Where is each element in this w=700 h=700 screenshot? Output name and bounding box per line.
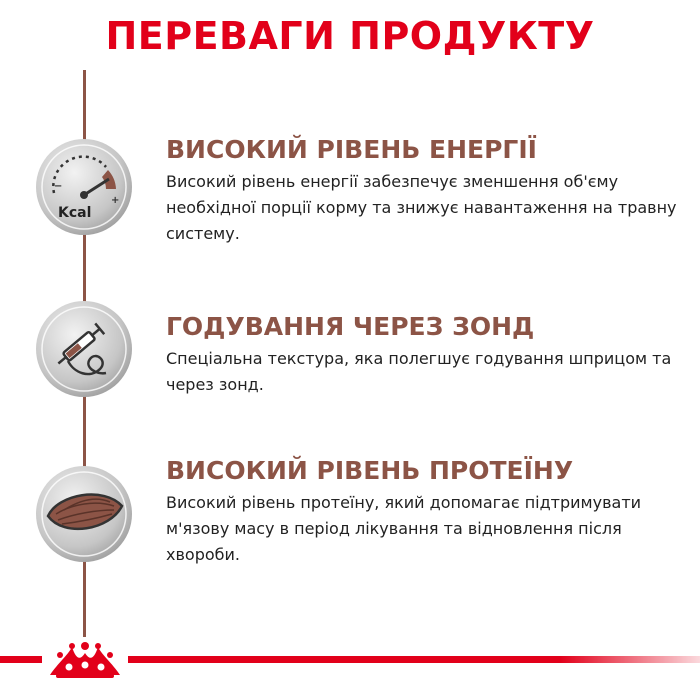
page-title: ПЕРЕВАГИ ПРОДУКТУ — [105, 14, 595, 58]
royal-canin-crown-icon — [42, 637, 128, 681]
benefit-title: ВИСОКИЙ РІВЕНЬ ЕНЕРГІЇ — [166, 135, 537, 164]
benefit-description: Високий рівень енергії забезпечує зменшення об'єму необхідної порції корму та знижує навантаження на травну систему. — [166, 172, 677, 243]
energy-gauge-icon — [34, 137, 134, 237]
muscle-icon — [34, 464, 134, 564]
benefit-description: Спеціальна текстура, яка полегшує годування шприцом та через зонд. — [166, 349, 672, 394]
svg-text:−: − — [54, 181, 63, 192]
benefit-description: Високий рівень протеїну, який допомагає підтримувати м'язову масу в період лікування та відновлення після хвороби. — [166, 493, 642, 564]
kcal-label: Kcal — [58, 205, 92, 221]
brand-bottom-fade — [560, 656, 700, 663]
benefit-protein — [166, 456, 686, 568]
svg-text:+: + — [111, 195, 120, 206]
benefit-title: ВИСОКИЙ РІВЕНЬ ПРОТЕЇНУ — [166, 456, 574, 485]
syringe-tube-icon — [34, 299, 134, 399]
benefit-energy — [166, 135, 686, 247]
benefit-tube-feeding — [166, 312, 686, 398]
benefit-title: ГОДУВАННЯ ЧЕРЕЗ ЗОНД — [166, 312, 535, 341]
